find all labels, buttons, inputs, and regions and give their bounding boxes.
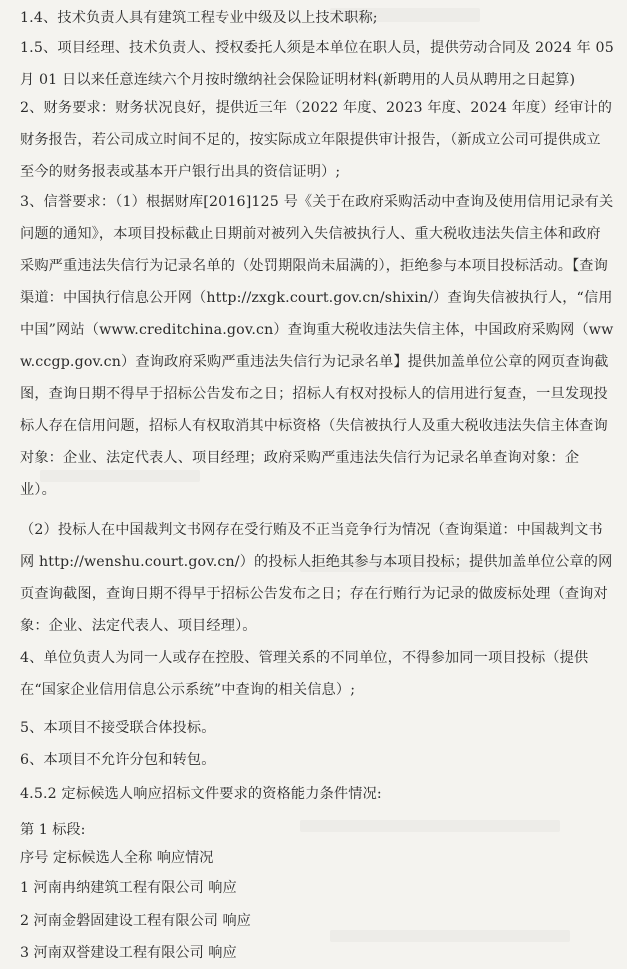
candidate-row: 3 河南双誉建设工程有限公司 响应: [20, 945, 237, 961]
candidate-row: 2 河南金磐固建设工程有限公司 响应: [20, 913, 251, 929]
candidate-row: 1 河南冉纳建筑工程有限公司 响应: [20, 880, 237, 896]
para-2-finance: 2、财务要求：财务状况良好，提供近三年（2022 年度、2023 年度、2024 年度）经审计的财务报告，若公司成立时间不足的，按实际成立年限提供审计报告，（新成立公司可提供成立至今的财务报表或基本开户银行出具的资信证明）;: [20, 100, 613, 180]
para-1-5-staff: 1.5、项目经理、技术负责人、授权委托人须是本单位在职人员，提供劳动合同及 2024 年 05 月 01 日以来任意连续六个月按时缴纳社会保险证明材料(新聘用的人员从聘用之日起算): [20, 40, 614, 88]
para-3-credit: 3、信誉要求：（1）根据财库[2016]125 号《关于在政府采购活动中查询及使用信用记录有关问题的通知》，本项目投标截止日期前对被列入失信被执行人、重大税收违法失信主体和政府采购严重违法失信行为记录名单的（处罚期限尚未届满的），拒绝参与本项目投标活动。【查询渠道：中国执行信息公开网（http://zxgk.court.gov.cn/shixin/）查询失信被执行人，“信用中国”网站（www.creditchina.gov.cn）查询重大税收违法失信主体，中国政府采购网（www.ccgp.gov.cn）查询政府采购严重违法失信行为记录名单】提供加盖单位公章的网页查询截图，查询日期不得早于招标公告发布之日；招标人有权对投标人的信用进行复查，一旦发现投标人存在信用问题，招标人有权取消其中标资格（失信被执行人及重大税收违法失信主体查询对象：企业、法定代表人、项目经理；政府采购严重违法失信行为记录名单查询对象：企业）。: [20, 194, 614, 498]
candidate-table-header: 序号 定标候选人全称 响应情况: [20, 850, 214, 866]
section-lot-1: 第 1 标段:: [20, 822, 86, 838]
para-4-5-2-heading: 4.5.2 定标候选人响应招标文件要求的资格能力条件情况:: [20, 786, 382, 802]
para-5-joint-bid: 5、本项目不接受联合体投标。: [20, 720, 216, 736]
bleed-through-4: [300, 820, 560, 832]
para-1-4-tech-title: 1.4、技术负责人具有建筑工程专业中级及以上技术职称;: [20, 10, 378, 26]
para-6-subcontract: 6、本项目不允许分包和转包。: [20, 752, 216, 768]
bleed-through-5: [330, 930, 570, 942]
para-4-relation: 4、单位负责人为同一人或存在控股、管理关系的不同单位，不得参加同一项目投标（提供在“国家企业信用信息公示系统”中查询的相关信息）;: [20, 650, 589, 698]
para-3-2-bribery: （2）投标人在中国裁判文书网存在受行贿及不正当竞争行为情况（查询渠道：中国裁判文书网 http://wenshu.court.gov.cn/）的投标人拒绝其参与本项目投标；提供加盖单位公章的网页查询截图，查询日期不得早于招标公告发布之日；存在行贿行为记录的做废标处理（查询对象：企业、法定代表人、项目经理）。: [20, 522, 613, 634]
